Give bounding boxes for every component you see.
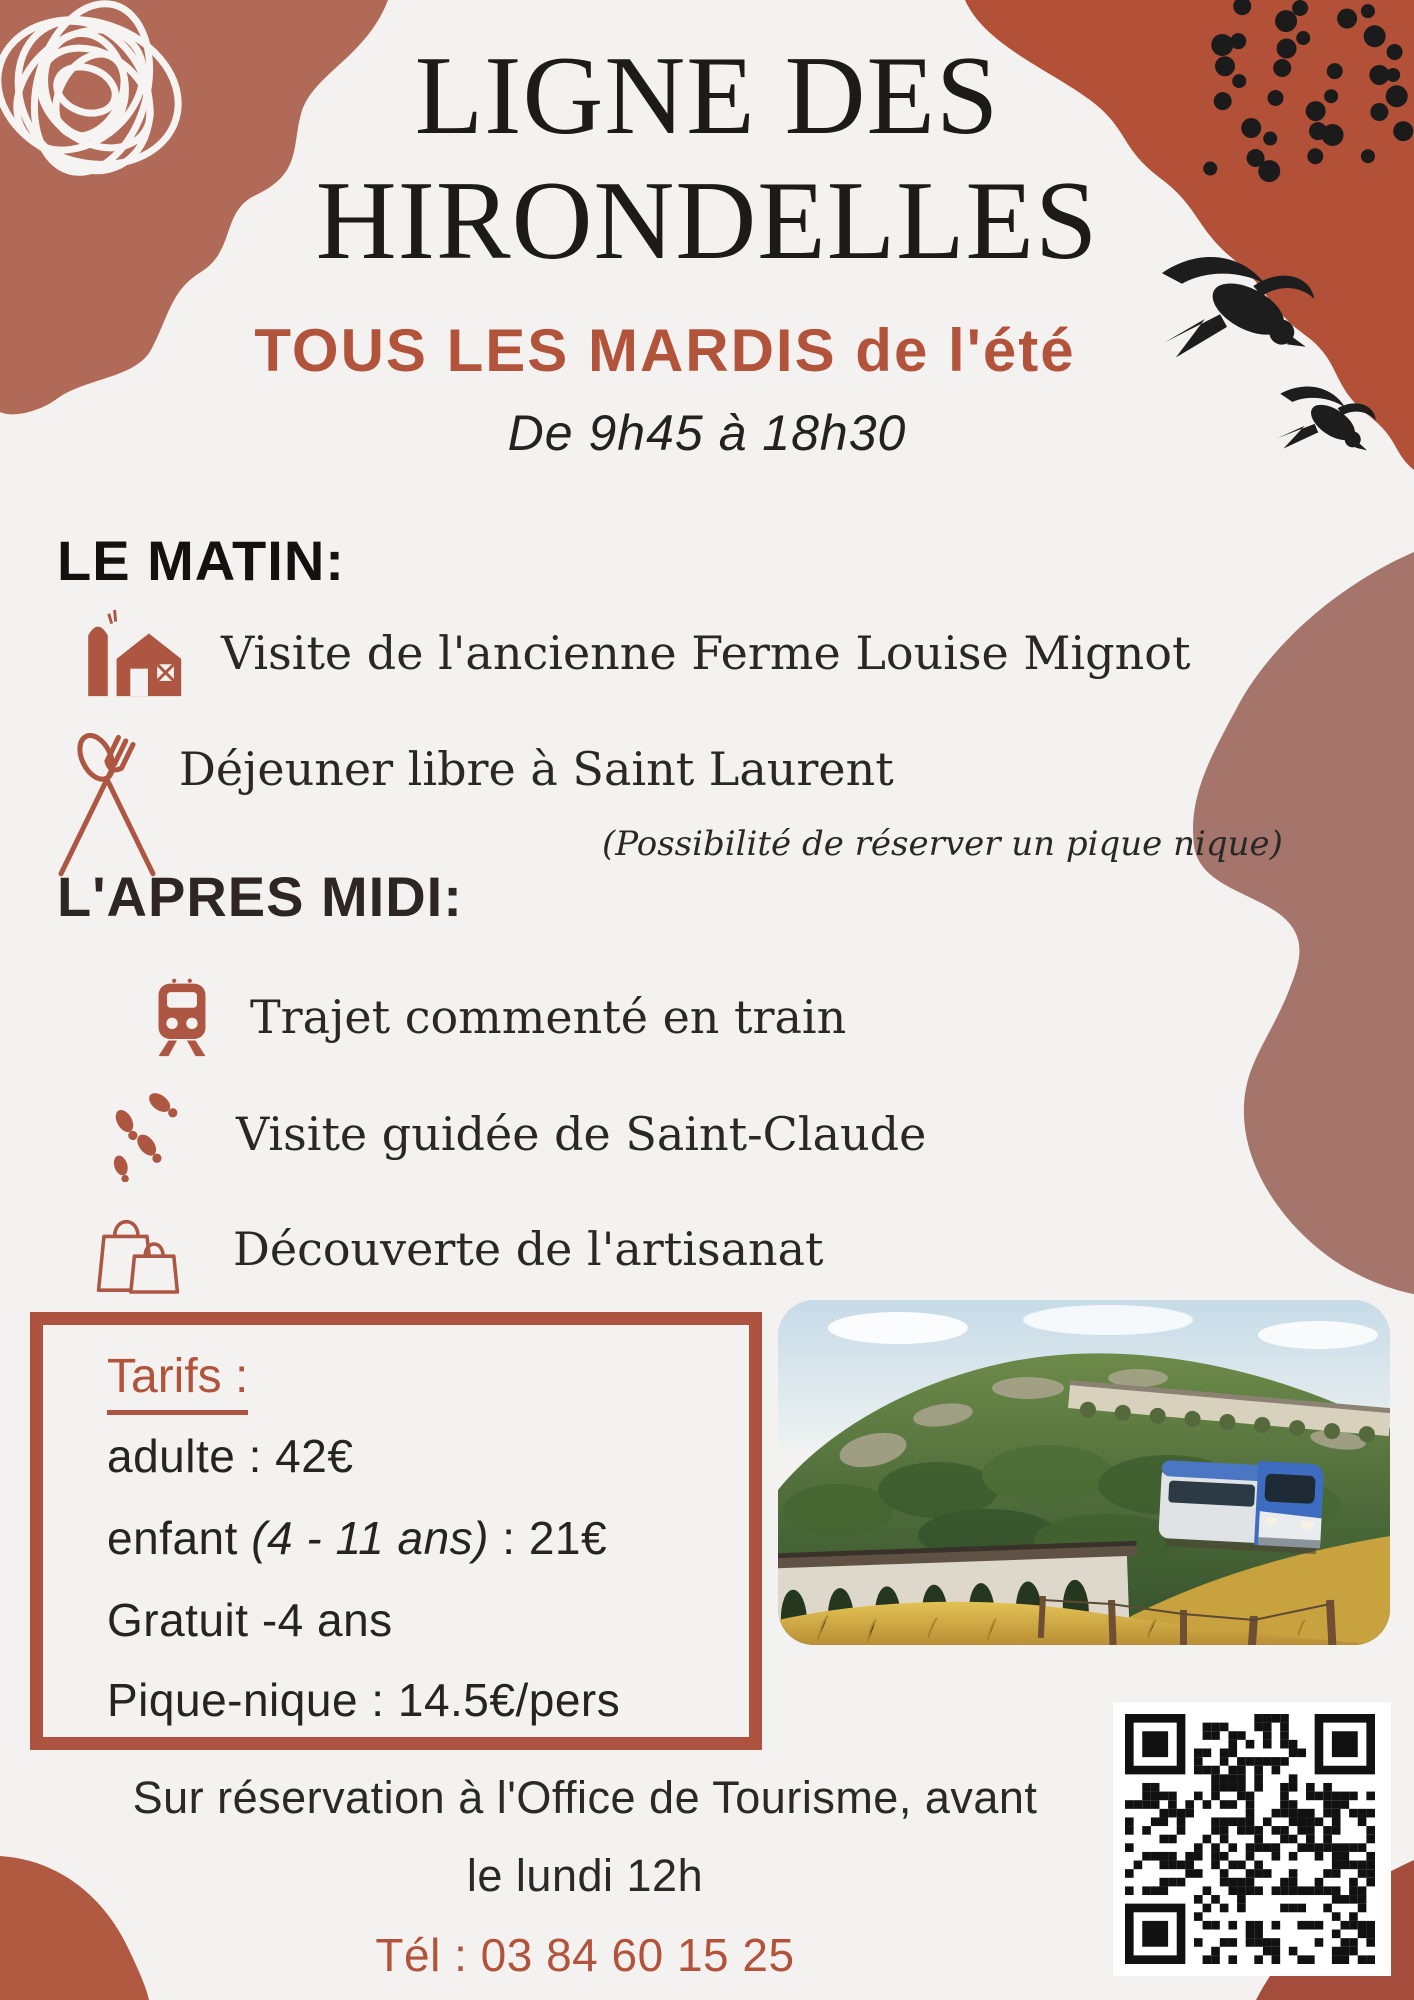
item-label: Visite de l'ancienne Ferme Louise Mignot: [221, 626, 1191, 680]
tarifs-heading: Tarifs :: [107, 1349, 248, 1415]
list-item-train: [150, 968, 846, 1066]
train-icon: [150, 968, 214, 1066]
tarifs-box: [30, 1312, 762, 1750]
picnic-note: (Possibilité de réserver un pique nique): [602, 824, 1283, 864]
item-label: Découverte de l'artisanat: [233, 1222, 824, 1276]
title-line-2: HIRONDELLES: [315, 159, 1099, 284]
tarif-adult: adulte : 42€: [107, 1430, 354, 1482]
photo-illustration: [778, 1300, 1390, 1645]
footsteps-icon: [106, 1086, 180, 1182]
afternoon-heading: L'APRES MIDI:: [57, 865, 463, 928]
tarif-picnic: Pique-nique : 14.5€/pers: [107, 1674, 621, 1726]
list-item-walk: [106, 1086, 926, 1182]
item-label: Visite guidée de Saint-Claude: [236, 1107, 927, 1161]
tarif-free: Gratuit -4 ans: [107, 1594, 393, 1646]
shopping-bags-icon: [95, 1200, 181, 1298]
barn-icon: [85, 606, 203, 700]
train-on-viaduct-photo: [778, 1300, 1390, 1645]
qr-code[interactable]: [1113, 1702, 1391, 1976]
subtitle: TOUS LES MARDIS de l'été: [254, 317, 1076, 384]
tarif-child: enfant (4 - 11 ans) : 21€: [107, 1512, 608, 1564]
reservation-line-2: le lundi 12h: [466, 1850, 704, 1901]
item-label: Déjeuner libre à Saint Laurent: [179, 742, 894, 796]
qr-code-pattern: [1125, 1714, 1379, 1964]
title-line-1: LIGNE DES: [414, 34, 1000, 158]
list-item-craft: [95, 1200, 824, 1298]
morning-heading: LE MATIN:: [57, 529, 345, 592]
right-blob: [1193, 552, 1414, 1294]
list-item-farm: [85, 606, 1190, 700]
reservation-line-1: Sur réservation à l'Office de Tourisme, avant: [132, 1772, 1038, 1823]
page-title: [0, 34, 1414, 285]
time-range: De 9h45 à 18h30: [507, 405, 907, 461]
phone-number[interactable]: Tél : 03 84 60 15 25: [375, 1929, 795, 1981]
item-label: Trajet commenté en train: [250, 990, 847, 1044]
